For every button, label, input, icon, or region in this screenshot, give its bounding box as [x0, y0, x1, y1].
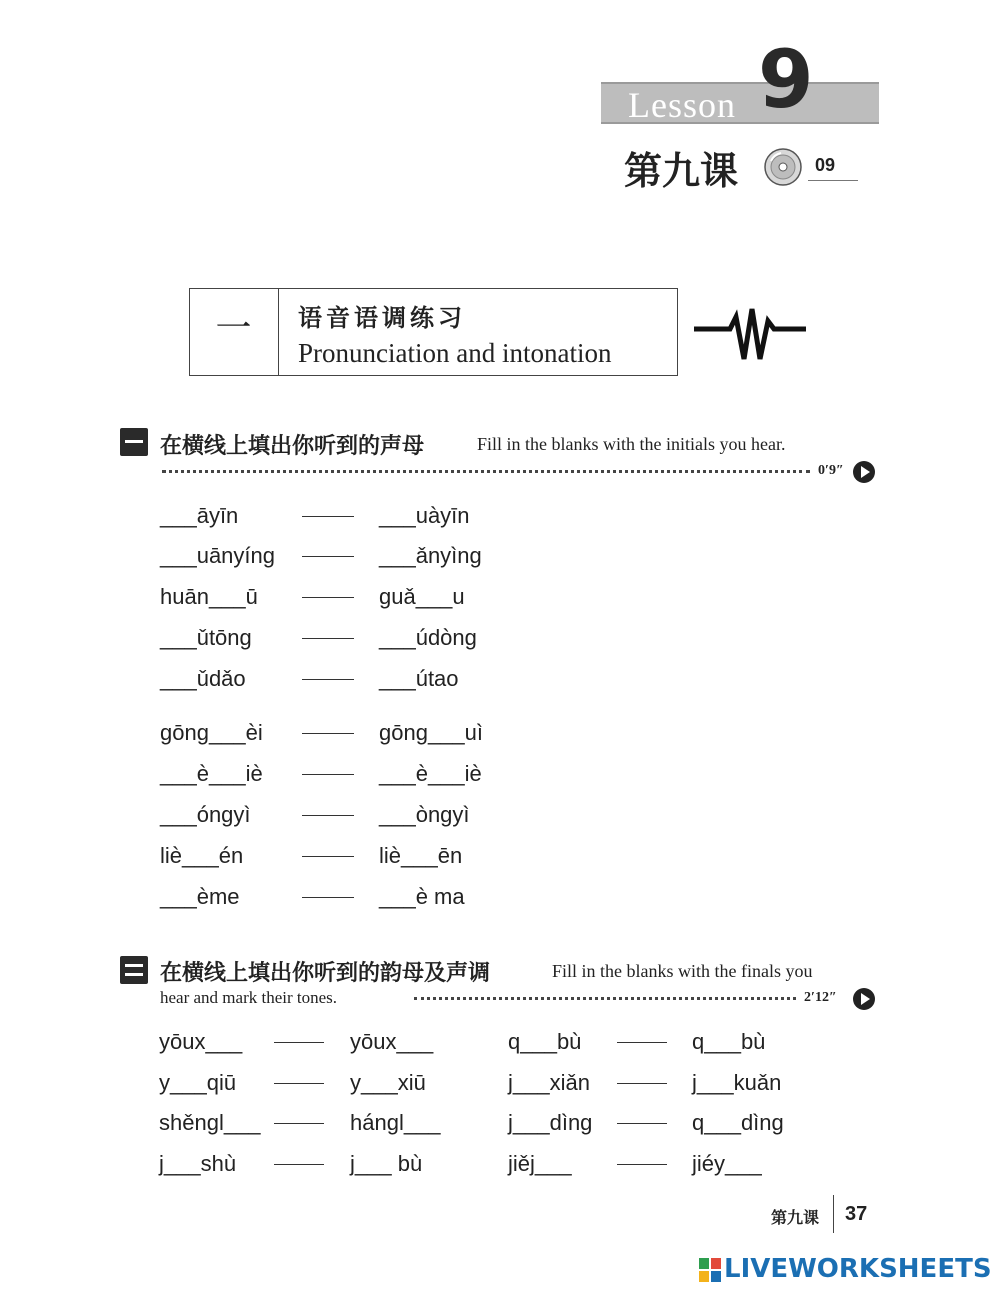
ex2-item-d[interactable]: jiéy___ [692, 1151, 762, 1176]
ex1-item-left[interactable]: huān___ū [160, 584, 258, 609]
exercise-1-title-en: Fill in the blanks with the initials you hear. [477, 434, 786, 454]
section-title-cn: 语音语调练习 [298, 303, 466, 332]
ex1-item-right[interactable]: ___ǎnyìng [379, 543, 482, 568]
exercise-1-timer: 0′9″ [818, 463, 844, 478]
ex2-dash [617, 1123, 667, 1124]
ex1-item-right[interactable]: liè___ēn [379, 843, 463, 868]
exercise-1-play-icon[interactable] [853, 461, 875, 483]
liveworksheets-brand[interactable]: LIVEWORKSHEETS [724, 1254, 992, 1284]
ex1-item-left[interactable]: liè___én [160, 843, 244, 868]
ex1-item-left[interactable]: ___ème [160, 884, 240, 909]
audio-cd-icon[interactable] [763, 147, 803, 187]
ex1-item-right[interactable]: ___útao [379, 666, 459, 691]
ex2-dash [274, 1164, 324, 1165]
ex1-item-left[interactable]: ___ǔdǎo [160, 666, 246, 691]
exercise-1-leader-dots [162, 470, 810, 473]
ex1-item-right[interactable]: ___è ma [379, 884, 465, 909]
track-underline [808, 180, 858, 181]
ex1-dash [302, 679, 354, 680]
lesson-number: 9 [758, 33, 814, 126]
exercise-1-title-cn: 在横线上填出你听到的声母 [160, 433, 425, 459]
ex2-dash [274, 1083, 324, 1084]
ex1-item-right[interactable]: ___è___iè [379, 761, 482, 786]
liveworksheets-logo-icon [698, 1257, 722, 1283]
ex2-item-a[interactable]: shěngl___ [159, 1110, 261, 1135]
track-number: 09 [815, 155, 836, 175]
ex1-dash [302, 733, 354, 734]
ex1-item-left[interactable]: ___è___iè [160, 761, 263, 786]
ex2-item-c[interactable]: j___xiǎn [508, 1070, 590, 1095]
ex1-item-right[interactable]: ___òngyì [379, 802, 470, 827]
exercise-2-title-en-line2: hear and mark their tones. [160, 988, 338, 1007]
ex1-dash [302, 638, 354, 639]
ex1-item-right[interactable]: ___údòng [379, 625, 477, 650]
ex2-item-c[interactable]: jiěj___ [508, 1151, 572, 1176]
ex2-dash [274, 1042, 324, 1043]
exercise-2-badge [120, 956, 148, 984]
lesson-title-cn: 第九课 [624, 148, 739, 193]
footer-separator [833, 1195, 834, 1233]
ex2-item-d[interactable]: q___bù [692, 1029, 766, 1054]
ex1-item-right[interactable]: ___uàyīn [379, 503, 470, 528]
ex2-item-d[interactable]: j___kuǎn [692, 1070, 782, 1095]
ex1-dash [302, 516, 354, 517]
ex1-item-left[interactable]: ___óngyì [160, 802, 251, 827]
ex2-item-c[interactable]: j___dìng [508, 1110, 593, 1135]
ex2-dash [617, 1042, 667, 1043]
ex1-dash [302, 556, 354, 557]
ex2-item-d[interactable]: q___dìng [692, 1110, 784, 1135]
ex1-dash [302, 897, 354, 898]
ex2-item-c[interactable]: q___bù [508, 1029, 582, 1054]
footer-lesson-cn: 第九课 [771, 1208, 820, 1227]
ex2-item-b[interactable]: hángl___ [350, 1110, 441, 1135]
exercise-1-badge [120, 428, 148, 456]
ex2-dash [617, 1083, 667, 1084]
exercise-2-title-cn: 在横线上填出你听到的韵母及声调 [160, 960, 491, 986]
ex2-item-b[interactable]: j___ bù [350, 1151, 423, 1176]
section-title-en: Pronunciation and intonation [298, 338, 612, 368]
exercise-2-timer: 2′12″ [804, 990, 837, 1005]
ex1-item-left[interactable]: ___āyīn [160, 503, 239, 528]
exercise-2-title-en-line1: Fill in the blanks with the finals you [552, 961, 813, 981]
ex2-item-a[interactable]: j___shù [159, 1151, 237, 1176]
exercise-2-play-icon[interactable] [853, 988, 875, 1010]
ex1-item-right[interactable]: gōng___uì [379, 720, 483, 745]
ex1-dash [302, 856, 354, 857]
ex2-dash [274, 1123, 324, 1124]
ex2-item-b[interactable]: y___xiū [350, 1070, 426, 1095]
ex1-dash [302, 774, 354, 775]
ex1-item-left[interactable]: gōng___èi [160, 720, 263, 745]
section-divider [278, 288, 279, 376]
ex2-item-a[interactable]: yōux___ [159, 1029, 243, 1054]
ex2-item-b[interactable]: yōux___ [350, 1029, 434, 1054]
ex1-item-left[interactable]: ___uānyíng [160, 543, 275, 568]
ex1-dash [302, 597, 354, 598]
ex2-dash [617, 1164, 667, 1165]
sound-wave-icon [692, 305, 808, 363]
exercise-2-leader-dots [414, 997, 796, 1000]
page-number: 37 [845, 1203, 868, 1225]
lesson-word: Lesson [628, 85, 736, 125]
section-number: 一 [215, 308, 252, 349]
ex1-item-right[interactable]: guǎ___u [379, 584, 465, 609]
ex1-item-left[interactable]: ___ǔtōng [160, 625, 252, 650]
ex1-dash [302, 815, 354, 816]
ex2-item-a[interactable]: y___qiū [159, 1070, 237, 1095]
